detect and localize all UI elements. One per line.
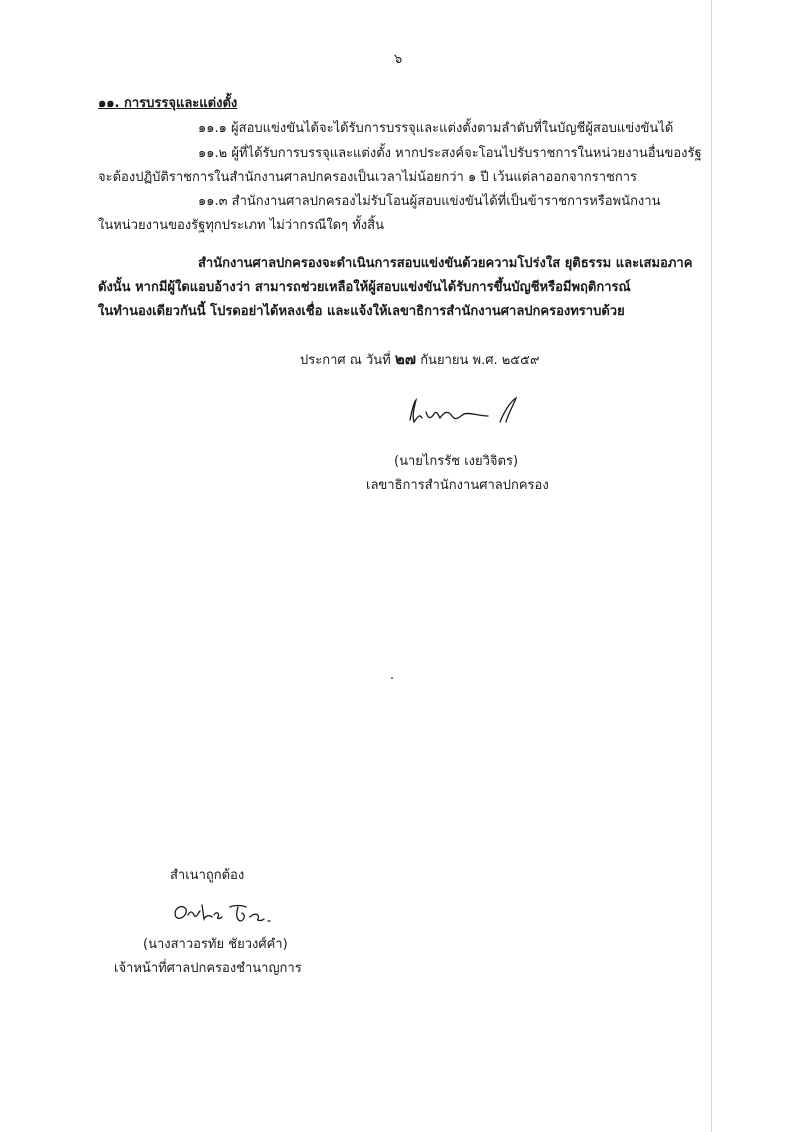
director-position: เลขาธิการสำนักงานศาลปกครอง — [366, 478, 549, 493]
director-signature — [400, 392, 530, 434]
page-number: ๖ — [394, 52, 403, 67]
date-year: พ.ศ. ๒๕๕๙ — [472, 353, 540, 368]
certifier-name: (นางสาวอรทัย ชัยวงศ์คำ) — [143, 937, 288, 952]
date-month: กันยายน — [420, 353, 469, 368]
notice-line-1: สำนักงานศาลปกครองจะดำเนินการสอบแข่งขันด้วยความโปร่งใส ยุติธรรม และเสมอภาค — [198, 256, 693, 271]
item-11-2-line1: ๑๑.๒ ผู้ที่ได้รับการบรรจุและแต่งตั้ง หากประสงค์จะโอนไปรับราชการในหน่วยงานอื่นของรัฐ — [198, 146, 702, 161]
notice-line-2: ดังนั้น หากมีผู้ใดแอบอ้างว่า สามารถช่วยเหลือให้ผู้สอบแข่งขันได้รับการขึ้นบัญชีหรือมีพฤติการณ์ — [98, 280, 631, 295]
announcement-date — [300, 349, 540, 371]
item-11-3-line1: ๑๑.๓ สำนักงานศาลปกครองไม่รับโอนผู้สอบแข่งขันได้ที่เป็นข้าราชการหรือพนักงาน — [198, 194, 661, 209]
certifier-signature — [168, 897, 288, 931]
section-heading: ๑๑. การบรรจุและแต่งตั้ง — [98, 96, 238, 111]
director-name: (นายไกรรัช เงยวิจิตร) — [394, 454, 519, 469]
item-11-2-line2: จะต้องปฏิบัติราชการในสำนักงานศาลปกครองเป็นเวลาไม่น้อยกว่า ๑ ปี เว้นแต่ลาออกจากราชการ — [98, 170, 637, 185]
date-day: ๒๗ — [394, 350, 417, 368]
certified-copy-label: สำเนาถูกต้อง — [170, 868, 245, 883]
notice-line-3: ในทำนองเดียวกันนี้ โปรดอย่าได้หลงเชื่อ และแจ้งให้เลขาธิการสำนักงานศาลปกครองทราบด้วย — [98, 304, 625, 319]
date-prefix: ประกาศ ณ วันที่ — [300, 353, 391, 368]
certifier-position: เจ้าหน้าที่ศาลปกครองชำนาญการ — [114, 961, 302, 976]
stray-mark — [391, 677, 393, 679]
page-edge-line — [711, 0, 712, 1132]
item-11-3-line2: ในหน่วยงานของรัฐทุกประเภท ไม่ว่ากรณีใดๆ ทั้งสิ้น — [98, 218, 384, 233]
item-11-1: ๑๑.๑ ผู้สอบแข่งขันได้จะได้รับการบรรจุและแต่งตั้งตามลำดับที่ในบัญชีผู้สอบแข่งขันได้ — [198, 121, 674, 136]
